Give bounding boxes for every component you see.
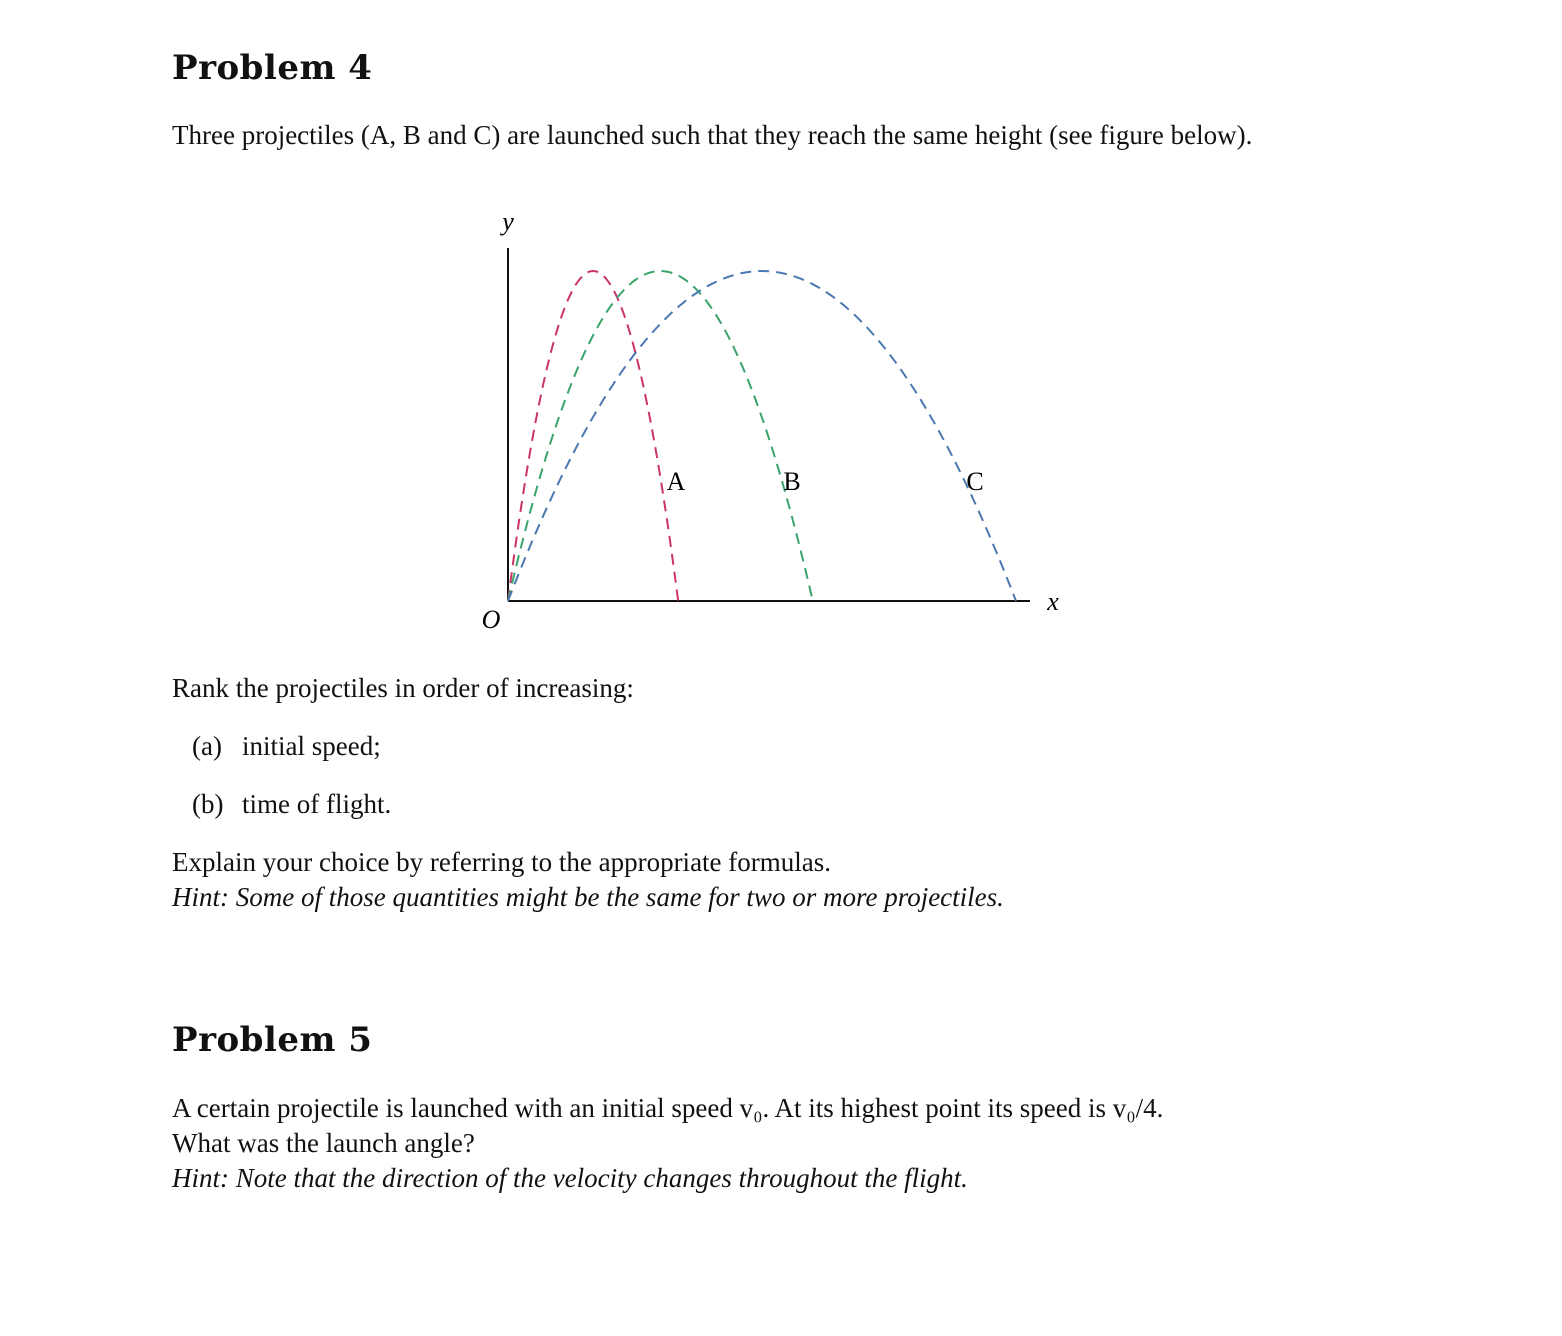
list-item-a	[192, 729, 381, 763]
list-text-b: time of flight.	[242, 789, 392, 819]
label-a: A	[666, 467, 686, 496]
trajectory-b	[508, 271, 813, 601]
projectile-figure	[470, 200, 1090, 644]
problem-5-title: Problem 5	[172, 1020, 373, 1060]
trajectory-c	[508, 271, 1016, 601]
list-text-a: initial speed;	[242, 731, 381, 761]
label-b: B	[783, 467, 801, 496]
problem-5-line-1: A certain projectile is launched with an initial speed v₀. At its highest point its speed is v₀/4.	[172, 1093, 1164, 1123]
y-axis-label: y	[502, 207, 514, 236]
rank-prompt: Rank the projectiles in order of increasing:	[172, 673, 634, 703]
problem-5-line-2: What was the launch angle?	[172, 1128, 475, 1158]
explain-text: Explain your choice by referring to the appropriate formulas.	[172, 847, 832, 877]
problem-5-hint: Hint: Note that the direction of the velocity changes throughout the flight.	[172, 1163, 968, 1193]
list-marker-a: (a)	[192, 731, 222, 761]
problem-4-hint: Hint: Some of those quantities might be the same for two or more projectiles.	[172, 882, 1004, 912]
x-axis-label: x	[1047, 587, 1059, 616]
trajectory-plot	[470, 200, 1090, 640]
trajectory-a	[508, 271, 678, 601]
list-marker-b: (b)	[192, 789, 224, 819]
label-c: C	[966, 467, 984, 496]
list-item-b	[192, 787, 391, 821]
problem-4-title: Problem 4	[172, 48, 373, 88]
origin-label: O	[481, 605, 501, 634]
problem-4-intro: Three projectiles (A, B and C) are launched such that they reach the same height (see figure below).	[172, 120, 1253, 150]
